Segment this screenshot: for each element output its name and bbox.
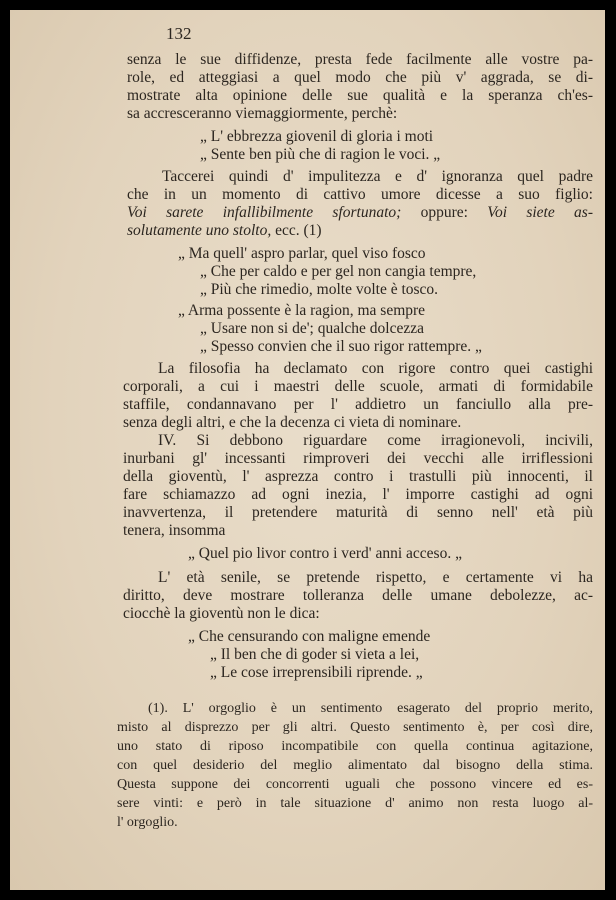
italic-phrase: solutamente uno stolto, (127, 222, 272, 239)
footnote-line: Questa suppone dei concorrenti uguali che possono vincere ed es- (117, 777, 593, 792)
text-span: oppure: (401, 204, 488, 221)
paragraph5-line: ciocchè la gioventù non le dica: (123, 605, 320, 622)
paragraph5-line: L' età senile, se pretende rispetto, e certamente vi ha (158, 569, 593, 586)
italic-phrase: Voi sarete infallibilmente sfortunato; (127, 204, 402, 221)
paragraph2-line: che in un momento di cattivo umore dicesse a suo figlio: (127, 186, 593, 203)
verse-line: „ Arma possente è la ragion, ma sempre (178, 302, 426, 319)
paragraph4-line: inavvertenza, il pretendere maturità di senno nell' età più (123, 504, 593, 521)
paragraph4-line: inurbani gl' incessanti rimproveri dei vecchi alle irriflessioni (123, 450, 593, 467)
paragraph1-line: mostrate alta opinione delle sue qualità e la speranza ch'es- (127, 87, 593, 104)
paragraph4-line: IV. Si debbono riguardare come irragionevoli, incivili, (158, 432, 593, 449)
footnote-line: uno stato di riposo incompatibile con quella continua agitazione, (117, 739, 593, 754)
paragraph2-line (127, 204, 593, 222)
verse-line: „ Il ben che di goder si vieta a lei, (210, 646, 420, 663)
paragraph3-line: staffile, condannavano per l' addietro un fanciullo alla pre- (123, 396, 593, 413)
footnote-line: (1). L' orgoglio è un sentimento esagerato del proprio merito, (148, 701, 593, 716)
verse-line: „ Più che rimedio, molte volte è tosco. (200, 281, 439, 298)
paragraph3-line: corporali, a cui i maestri delle scuole, armati di formidabile (123, 378, 593, 395)
italic-phrase: Voi siete as- (487, 204, 593, 221)
page-number: 132 (166, 24, 192, 43)
paragraph4-line: della gioventù, l' asprezza contro i trastulli più innocenti, il (123, 468, 593, 485)
footnote-line: sere vinti: e però in tale situazione d' animo non resta luogo al- (117, 796, 593, 811)
paragraph5-line: diritto, deve mostrare tolleranza delle umane debolezze, ac- (123, 587, 593, 604)
verse-line: „ Spesso convien che il suo rigor rattempre. „ (200, 338, 482, 355)
verse-line: „ Che per caldo e per gel non cangia tempre, (200, 263, 477, 280)
footnote-line: con quel desiderio del meglio alimentato dal bisogno della stima. (117, 758, 593, 773)
paragraph1-line: senza le sue diffidenze, presta fede facilmente alle vostre pa- (127, 51, 593, 68)
paragraph3-line: La filosofia ha declamato con rigore contro quei castighi (158, 360, 593, 377)
paragraph1-line: role, ed atteggiasi a quel modo che più v' aggrada, se di- (127, 69, 593, 86)
paragraph2-line (127, 222, 322, 240)
text-span: ecc. (1) (271, 222, 322, 239)
verse-line: „ Ma quell' aspro parlar, quel viso fosco (178, 245, 426, 262)
paragraph4-line: fare schiamazzo ad ogni inezia, l' imporre castighi ad ogni (123, 486, 593, 503)
paragraph3-line: senza degli altri, e che la decenza ci vieta di nominare. (123, 414, 462, 431)
footnote-line: misto al disprezzo per gli altri. Questo sentimento è, per così dire, (117, 720, 593, 735)
verse-line: „ L' ebbrezza giovenil di gloria i moti (200, 128, 434, 145)
verse-line: „ Che censurando con maligne emende (188, 628, 431, 645)
paragraph1-line: sa accresceranno viemaggiormente, perchè: (127, 105, 398, 122)
book-page (10, 10, 605, 890)
verse-line: „ Le cose irreprensibili riprende. „ (210, 664, 423, 681)
paragraph2-line: Taccerei quindi d' impulitezza e d' ignoranza quel padre (162, 168, 593, 185)
footnote-line: l' orgoglio. (117, 815, 178, 830)
paragraph4-line: tenera, insomma (123, 522, 226, 539)
verse-line: „ Quel pio livor contro i verd' anni acceso. „ (188, 545, 462, 562)
verse-line: „ Sente ben più che di ragion le voci. „ (200, 146, 441, 163)
verse-line: „ Usare non si de'; qualche dolcezza (200, 320, 424, 337)
